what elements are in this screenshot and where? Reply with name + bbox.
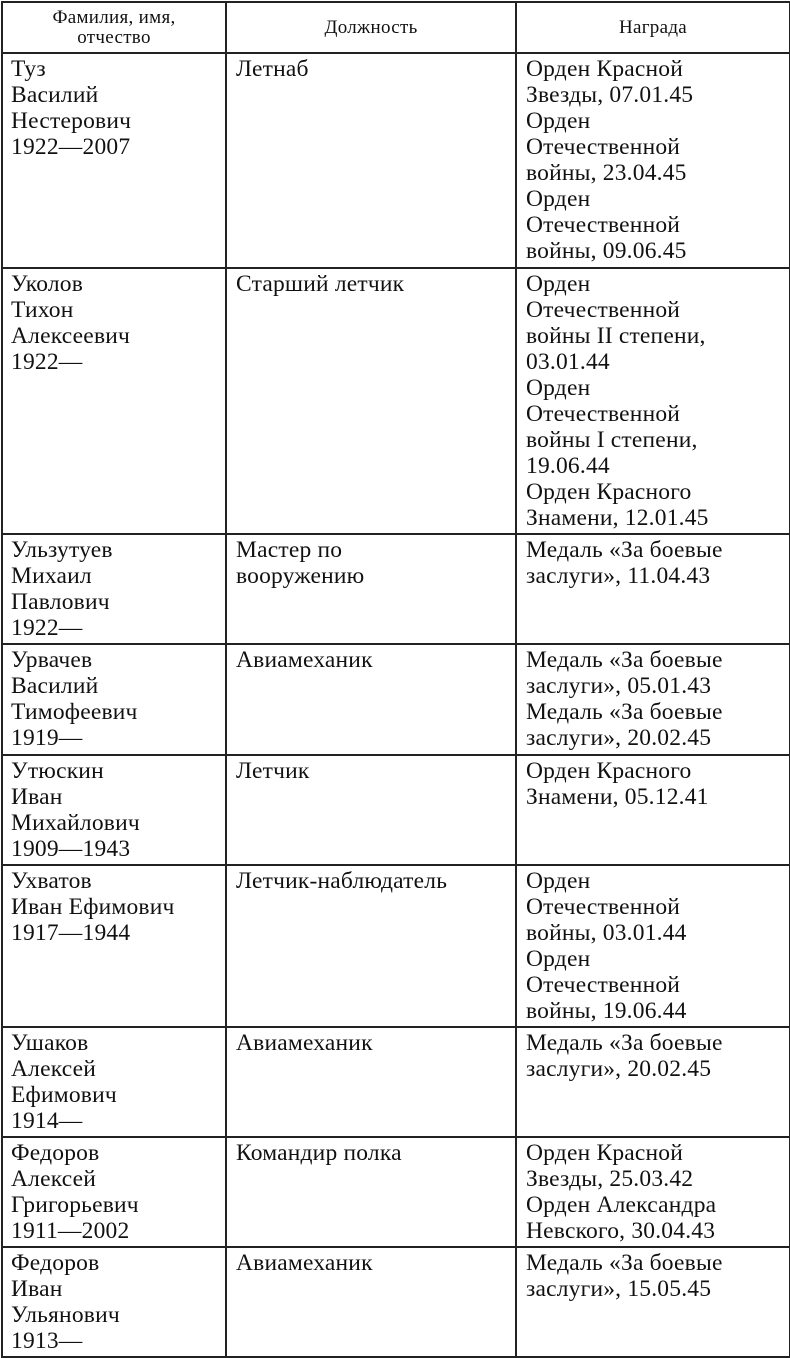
award-cell-line: заслуги», 20.02.45 (526, 1056, 712, 1082)
awards-table (1, 1, 790, 1358)
person-name-cell-line: 1913— (11, 1328, 83, 1354)
person-name-cell-line: Василий (11, 673, 99, 699)
award-cell-line: Отечественной (526, 401, 681, 427)
award-cell-line: Медаль «За боевые (526, 537, 723, 563)
position-cell (226, 1137, 516, 1247)
person-name-cell (2, 865, 226, 1027)
award-cell-line: Отечественной (526, 212, 681, 238)
position-cell-line: Авиамеханик (236, 1030, 373, 1056)
award-cell-line: Орден (526, 271, 591, 297)
award-cell-line: Медаль «За боевые (526, 647, 723, 673)
position-cell (226, 53, 516, 268)
header-name-line: Фамилия, имя, (52, 6, 176, 28)
person-name-cell-line: 1914— (11, 1108, 83, 1134)
award-cell-line: Звезды, 07.01.45 (526, 82, 694, 108)
person-name-cell-line: Ухватов (11, 868, 92, 894)
table-row (2, 1137, 790, 1247)
person-name-cell-line: Ульянович (11, 1302, 120, 1328)
person-name-cell-line: Урвачев (11, 647, 93, 673)
header-name-line: отчество (77, 26, 151, 48)
header-award: Награда (516, 2, 790, 53)
person-name-cell (2, 1027, 226, 1137)
award-cell-line: войны, 23.04.45 (526, 160, 687, 186)
award-cell-line: Медаль «За боевые (526, 699, 723, 725)
award-cell-line: Медаль «За боевые (526, 1030, 723, 1056)
person-name-cell-line: Тимофеевич (11, 699, 138, 725)
position-cell (226, 534, 516, 644)
position-cell (226, 1247, 516, 1357)
award-cell-line: заслуги», 05.01.43 (526, 673, 712, 699)
award-cell-line: Орден (526, 375, 591, 401)
person-name-cell (2, 268, 226, 534)
award-cell-line: заслуги», 11.04.43 (526, 563, 711, 589)
header-name (2, 2, 226, 53)
person-name-cell-line: Уколов (11, 271, 84, 297)
award-cell-line: Невского, 30.04.43 (526, 1218, 716, 1244)
table-row (2, 865, 790, 1027)
position-cell-line: Старший летчик (236, 271, 405, 297)
person-name-cell-line: Туз (11, 56, 46, 82)
person-name-cell-line: 1911—2002 (11, 1218, 130, 1244)
position-cell-line: Авиамеханик (236, 647, 373, 673)
award-cell-line: Орден (526, 946, 591, 972)
position-cell (226, 755, 516, 865)
award-cell-line: Орден Красной (526, 1140, 684, 1166)
person-name-cell-line: Ульзутуев (11, 537, 113, 563)
person-name-cell-line: Нестерович (11, 108, 132, 134)
position-cell-line: Командир полка (236, 1140, 402, 1166)
award-cell-line: Орден Красного (526, 758, 692, 784)
person-name-cell (2, 534, 226, 644)
table-row (2, 644, 790, 755)
person-name-cell-line: Иван (11, 1276, 63, 1302)
award-cell-line: войны, 09.06.45 (526, 238, 687, 264)
award-cell (516, 53, 790, 268)
award-cell-line: Орден Красного (526, 479, 692, 505)
award-cell-line: войны II степени, (526, 323, 706, 349)
award-cell-line: войны I степени, (526, 427, 698, 453)
position-cell-line: Летчик (236, 758, 310, 784)
person-name-cell-line: Федоров (11, 1140, 100, 1166)
position-cell (226, 865, 516, 1027)
award-cell (516, 534, 790, 644)
award-cell-line: Отечественной (526, 134, 681, 160)
award-cell-line: Орден Красной (526, 56, 684, 82)
person-name-cell-line: Ефимович (11, 1082, 117, 1108)
person-name-cell-line: 1922— (11, 349, 83, 375)
person-name-cell (2, 1137, 226, 1247)
table-body (2, 53, 790, 1357)
person-name-cell-line: 1917—1944 (11, 920, 131, 946)
award-cell (516, 755, 790, 865)
person-name-cell-line: Михаил (11, 563, 92, 589)
position-cell-line: Летчик-наблюдатель (236, 868, 448, 894)
person-name-cell-line: Павлович (11, 589, 110, 615)
position-cell-line: Авиамеханик (236, 1250, 373, 1276)
award-cell (516, 1247, 790, 1357)
award-cell-line: Орден (526, 186, 591, 212)
table-row (2, 53, 790, 268)
position-cell (226, 268, 516, 534)
award-cell-line: Отечественной (526, 894, 681, 920)
person-name-cell-line: Алексеевич (11, 323, 131, 349)
award-cell (516, 1137, 790, 1247)
position-cell (226, 644, 516, 755)
person-name-cell-line: Алексей (11, 1166, 97, 1192)
table-row (2, 1027, 790, 1137)
award-cell-line: Орден (526, 868, 591, 894)
person-name-cell (2, 644, 226, 755)
person-name-cell-line: Иван Ефимович (11, 894, 175, 920)
table-row (2, 755, 790, 865)
person-name-cell-line: 1909—1943 (11, 836, 131, 862)
award-cell-line: 03.01.44 (526, 349, 610, 375)
award-cell-line: заслуги», 15.05.45 (526, 1276, 712, 1302)
award-cell-line: 19.06.44 (526, 453, 610, 479)
position-cell-line: Мастер по (236, 537, 343, 563)
person-name-cell-line: Ушаков (11, 1030, 89, 1056)
position-cell (226, 1027, 516, 1137)
award-cell (516, 1027, 790, 1137)
table-row (2, 1247, 790, 1357)
person-name-cell-line: 1922—2007 (11, 134, 131, 160)
position-cell-line: Летнаб (236, 56, 309, 82)
person-name-cell-line: Алексей (11, 1056, 97, 1082)
person-name-cell-line: Утюскин (11, 758, 104, 784)
person-name-cell-line: Михайлович (11, 810, 140, 836)
award-cell-line: Звезды, 25.03.42 (526, 1166, 694, 1192)
person-name-cell-line: Тихон (11, 297, 74, 323)
table-row (2, 534, 790, 644)
award-cell-line: Знамени, 05.12.41 (526, 784, 709, 810)
position-cell-line: вооружению (236, 563, 365, 589)
person-name-cell (2, 1247, 226, 1357)
person-name-cell-line: Василий (11, 82, 99, 108)
header-position: Должность (226, 2, 516, 53)
award-cell-line: Отечественной (526, 297, 681, 323)
person-name-cell-line: Григорьевич (11, 1192, 139, 1218)
award-cell-line: войны, 19.06.44 (526, 998, 687, 1024)
person-name-cell-line: 1919— (11, 725, 83, 751)
award-cell-line: Орден (526, 108, 591, 134)
award-cell-line: Медаль «За боевые (526, 1250, 723, 1276)
award-cell (516, 865, 790, 1027)
table-row (2, 268, 790, 534)
award-cell-line: Орден Александра (526, 1192, 717, 1218)
award-cell (516, 644, 790, 755)
award-cell (516, 268, 790, 534)
person-name-cell-line: 1922— (11, 615, 83, 641)
person-name-cell-line: Иван (11, 784, 63, 810)
person-name-cell (2, 755, 226, 865)
award-cell-line: войны, 03.01.44 (526, 920, 687, 946)
header-row (2, 2, 790, 53)
person-name-cell-line: Федоров (11, 1250, 100, 1276)
person-name-cell (2, 53, 226, 268)
award-cell-line: Отечественной (526, 972, 681, 998)
award-cell-line: заслуги», 20.02.45 (526, 725, 712, 751)
award-cell-line: Знамени, 12.01.45 (526, 505, 709, 531)
